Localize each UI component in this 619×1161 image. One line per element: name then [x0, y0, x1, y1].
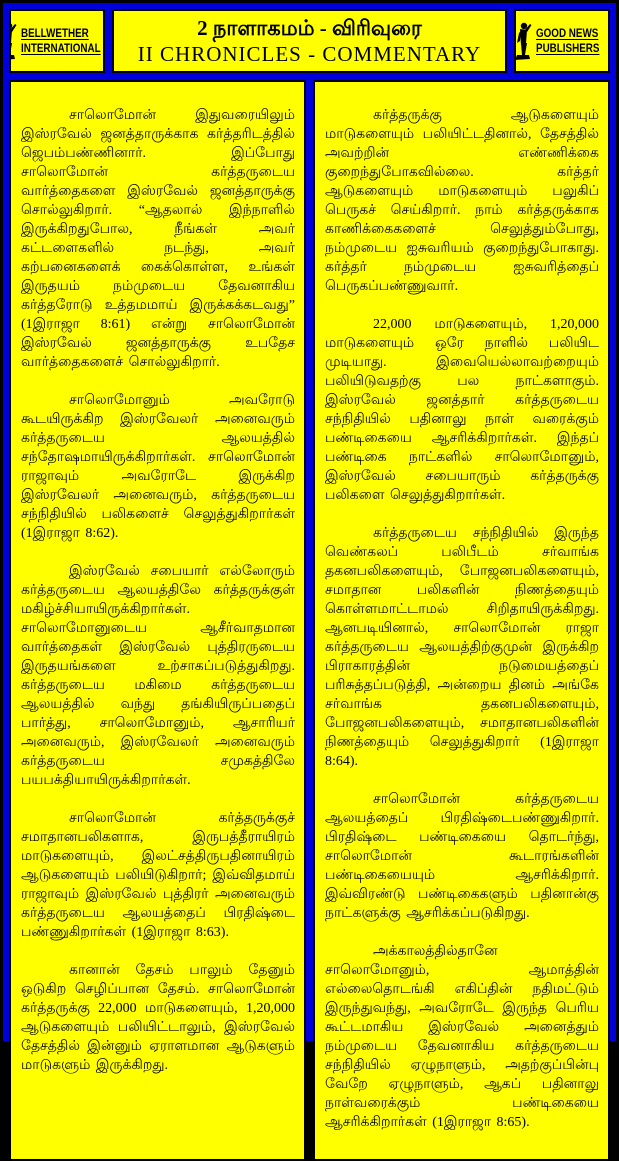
- bellwether-logo-line1: BELLWETHER: [20, 26, 89, 40]
- title-box: [112, 9, 507, 73]
- english-title: II CHRONICLES - COMMENTARY: [137, 42, 482, 66]
- paragraph-right-4: சாலொமோன் கர்த்தருடைய ஆலயத்தைப் பிரதிஷ்டைபண்ணுகிறார். பிரதிஷ்டை பண்டிகையை தொடர்ந்து, சாலொமோன் கூடாரங்களின் பண்டிகையையும் ஆசரிக்கிறார். இவ்விரண்டு பண்டிகைகளும் பதினான்கு நாட்களுக்கு ஆசரிக்கப்படுகிறது.: [325, 792, 599, 921]
- right-column: [313, 80, 610, 1161]
- paragraph-right-2: 22,000 மாடுகளையும், 1,20,000 மாடுகளையும் ஒரே நாளில் பலியிட முடியாது. இவையெல்லாவற்றையும் பலியிடுவதற்கு பல நாட்களாகும். இஸ்ரவேல் ஜனத்தார் கர்த்தருடைய சந்நிதியில் பதினாலு நாள் வரைக்கும் பண்டிகையை ஆசரிக்கிறார்கள். இந்தப் பண்டிகை நாட்களில் சாலொமோனும், இஸ்ரவேல் சபையாரும் கர்த்தருக்கு பலிகளை செலுத்துகிறார்கள்.: [325, 317, 599, 503]
- paragraph-left-2: சாலொமோனும் அவரோடு கூடயிருக்கிற இஸ்ரவேலர் அனைவரும் கர்த்தருடைய ஆலயத்தில் சந்தோஷமாயிருக்கிறார்கள். சாலொமோன் ராஜாவும் அவரோடே இருக்கிற இஸ்ரவேலர் அனைவரும், கர்த்தருடைய சந்நிதியில் பலிகளைச் செலுத்துகிறார்கள் (1இராஜா 8:62).: [21, 393, 295, 541]
- goodnews-logo-text: [536, 26, 599, 56]
- bellwether-logo-line2: INTERNATIONAL: [20, 41, 101, 55]
- paragraph-right-3: கர்த்தருடைய சந்நிதியில் இருந்த வெண்கலப் பலிபீடம் சர்வாங்க தகனபலிகளையும், போஜனபலிகளையும், சமாதான பலிகளின் நிணத்தையும் கொள்ளமாட்டாமல் சிறிதாயிருக்கிறது. ஆனபடியினால், சாலொமோன் ராஜா கர்த்தருடைய ஆலயத்திற்குமுன் இருக்கிற பிராகாரத்தின் நடுமையத்தைப் பரிசுத்தப்படுத்தி, அன்றைய தினம் அங்கே சர்வாங்க தகனபலிகளையும், போஜனபலிகளையும், சமாதானபலிகளின் நிணத்தையும் செலுத்துகிறார் (1இராஜா 8:64).: [325, 526, 599, 769]
- bellwether-logo-box: [9, 9, 105, 73]
- header: [9, 9, 610, 73]
- paragraph-left-1: சாலொமோன் இதுவரையிலும் இஸ்ரவேல் ஜனத்தாருக்காக கர்த்தரிடத்தில் ஜெபம்பண்ணினார். இப்போது சாலொமோன் கர்த்தருடைய வார்த்தைகளை இஸ்ரவேல் ஜனத்தாருக்கு சொல்லுகிறார். “ஆதலால் இந்நாளில் இருக்கிறதுபோல, நீங்கள் அவர் கட்டளைகளில் நடந்து, அவர் கற்பனைகளைக் கைக்கொள்ள, உங்கள் இருதயம் நம்முடைய தேவனாகிய கர்த்தரோடு உத்தமமாய் இருக்கக்கடவது” (1இராஜா 8:61) என்று சாலொமோன் இஸ்ரவேல் ஜனத்தாருக்கு உபதேச வார்த்தைகளைச் சொல்லுகிறார்.: [21, 108, 295, 370]
- paragraph-left-3: இஸ்ரவேல் சபையார் எல்லோரும் கர்த்தருடைய ஆலயத்திலே கர்த்தருக்குள் மகிழ்ச்சியாயிருக்கிறார்கள். சாலொமோனுடைய ஆசீர்வாதமான வார்த்தைகள் இஸ்ரவேல் புத்திரருடைய இருதயங்களை உற்சாகப்படுத்துகிறது. கர்த்தருடைய மகிமை கர்த்தருடைய ஆலயத்தில் வந்து தங்கியிருப்பதைப் பார்த்து, சாலொமோனும், ஆசாரியர் அனைவரும், இஸ்ரவேலர் அனைவரும் கர்த்தருடைய சமுகத்திலே பயபக்தியாயிருக்கிறார்கள்.: [21, 564, 295, 788]
- paragraph-right-5: அக்காலத்தில்தானே சாலொமோனும், ஆமாத்தின் எல்லைதொடங்கி எகிப்தின் நதிமட்டும் இருந்துவந்து, அவரோடே இருந்த பெரிய கூட்டமாகிய இஸ்ரவேல் அனைத்தும் நம்முடைய தேவனாகிய கர்த்தருடைய சந்நிதியில் ஏழுநாளும், அதற்குப்பின்பு வேறே ஏழுநாளும், ஆகப் பதினாலு நாள்வரைக்கும் பண்டிகையை ஆசரிக்கிறார்கள் (1இராஜா 8:65).: [325, 944, 599, 1130]
- bellwether-figure-icon: [9, 19, 18, 63]
- paragraph-left-4: சாலொமோன் கர்த்தருக்குச் சமாதானபலிகளாக, இருபத்தீராயிரம் மாடுகளையும், இலட்சத்திருபதினாயிரம் ஆடுகளையும் பலியிடுகிறார்; இவ்விதமாய் ராஜாவும் இஸ்ரவேல் புத்திரர் அனைவரும் கர்த்தருடைய ஆலயத்தைப் பிரதிஷ்டை பண்ணுகிறார்கள் (1இராஜா 8:63).: [21, 811, 295, 940]
- goodnews-figure-icon: [514, 19, 533, 63]
- commentary-body: [9, 80, 610, 1161]
- goodnews-logo-line2: PUBLISHERS: [535, 41, 600, 55]
- paragraph-left-5: கானான் தேசம் பாலும் தேனும் ஒடுகிற செழிப்பான தேசம். சாலொமோன் கர்த்தருக்கு 22,000 மாடுகளையும், 1,20,000 ஆடுகளையும் பலியிட்டாலும், இஸ்ரவேல் தேசத்தில் இன்னும் ஏராளமான ஆடுகளும் மாடுகளும் இருக்கிறது.: [21, 963, 295, 1073]
- left-column: [9, 80, 306, 1161]
- goodnews-logo-line1: GOOD NEWS: [535, 26, 599, 40]
- bellwether-logo-text: [21, 26, 101, 56]
- goodnews-logo-box: [514, 9, 610, 73]
- paragraph-right-1: கர்த்தருக்கு ஆடுகளையும் மாடுகளையும் பலியிட்டதினால், தேசத்தில் அவற்றின் எண்ணிக்கை குறைந்துபோகவில்லை. கர்த்தர் ஆடுகளையும் மாடுகளையும் பலுகிப் பெருகச் செய்கிறார். நாம் கர்த்தருக்காக காணிக்கைகளைச் செலுத்தும்போது, நம்முடைய ஐசுவரியம் குறைந்துபோகாது. கர்த்தர் நம்முடைய ஐசுவரித்தைப் பெருகப்பண்ணுவார்.: [325, 108, 599, 294]
- tamil-title: 2 நாளாகமம் - விரிவுரை: [197, 16, 422, 40]
